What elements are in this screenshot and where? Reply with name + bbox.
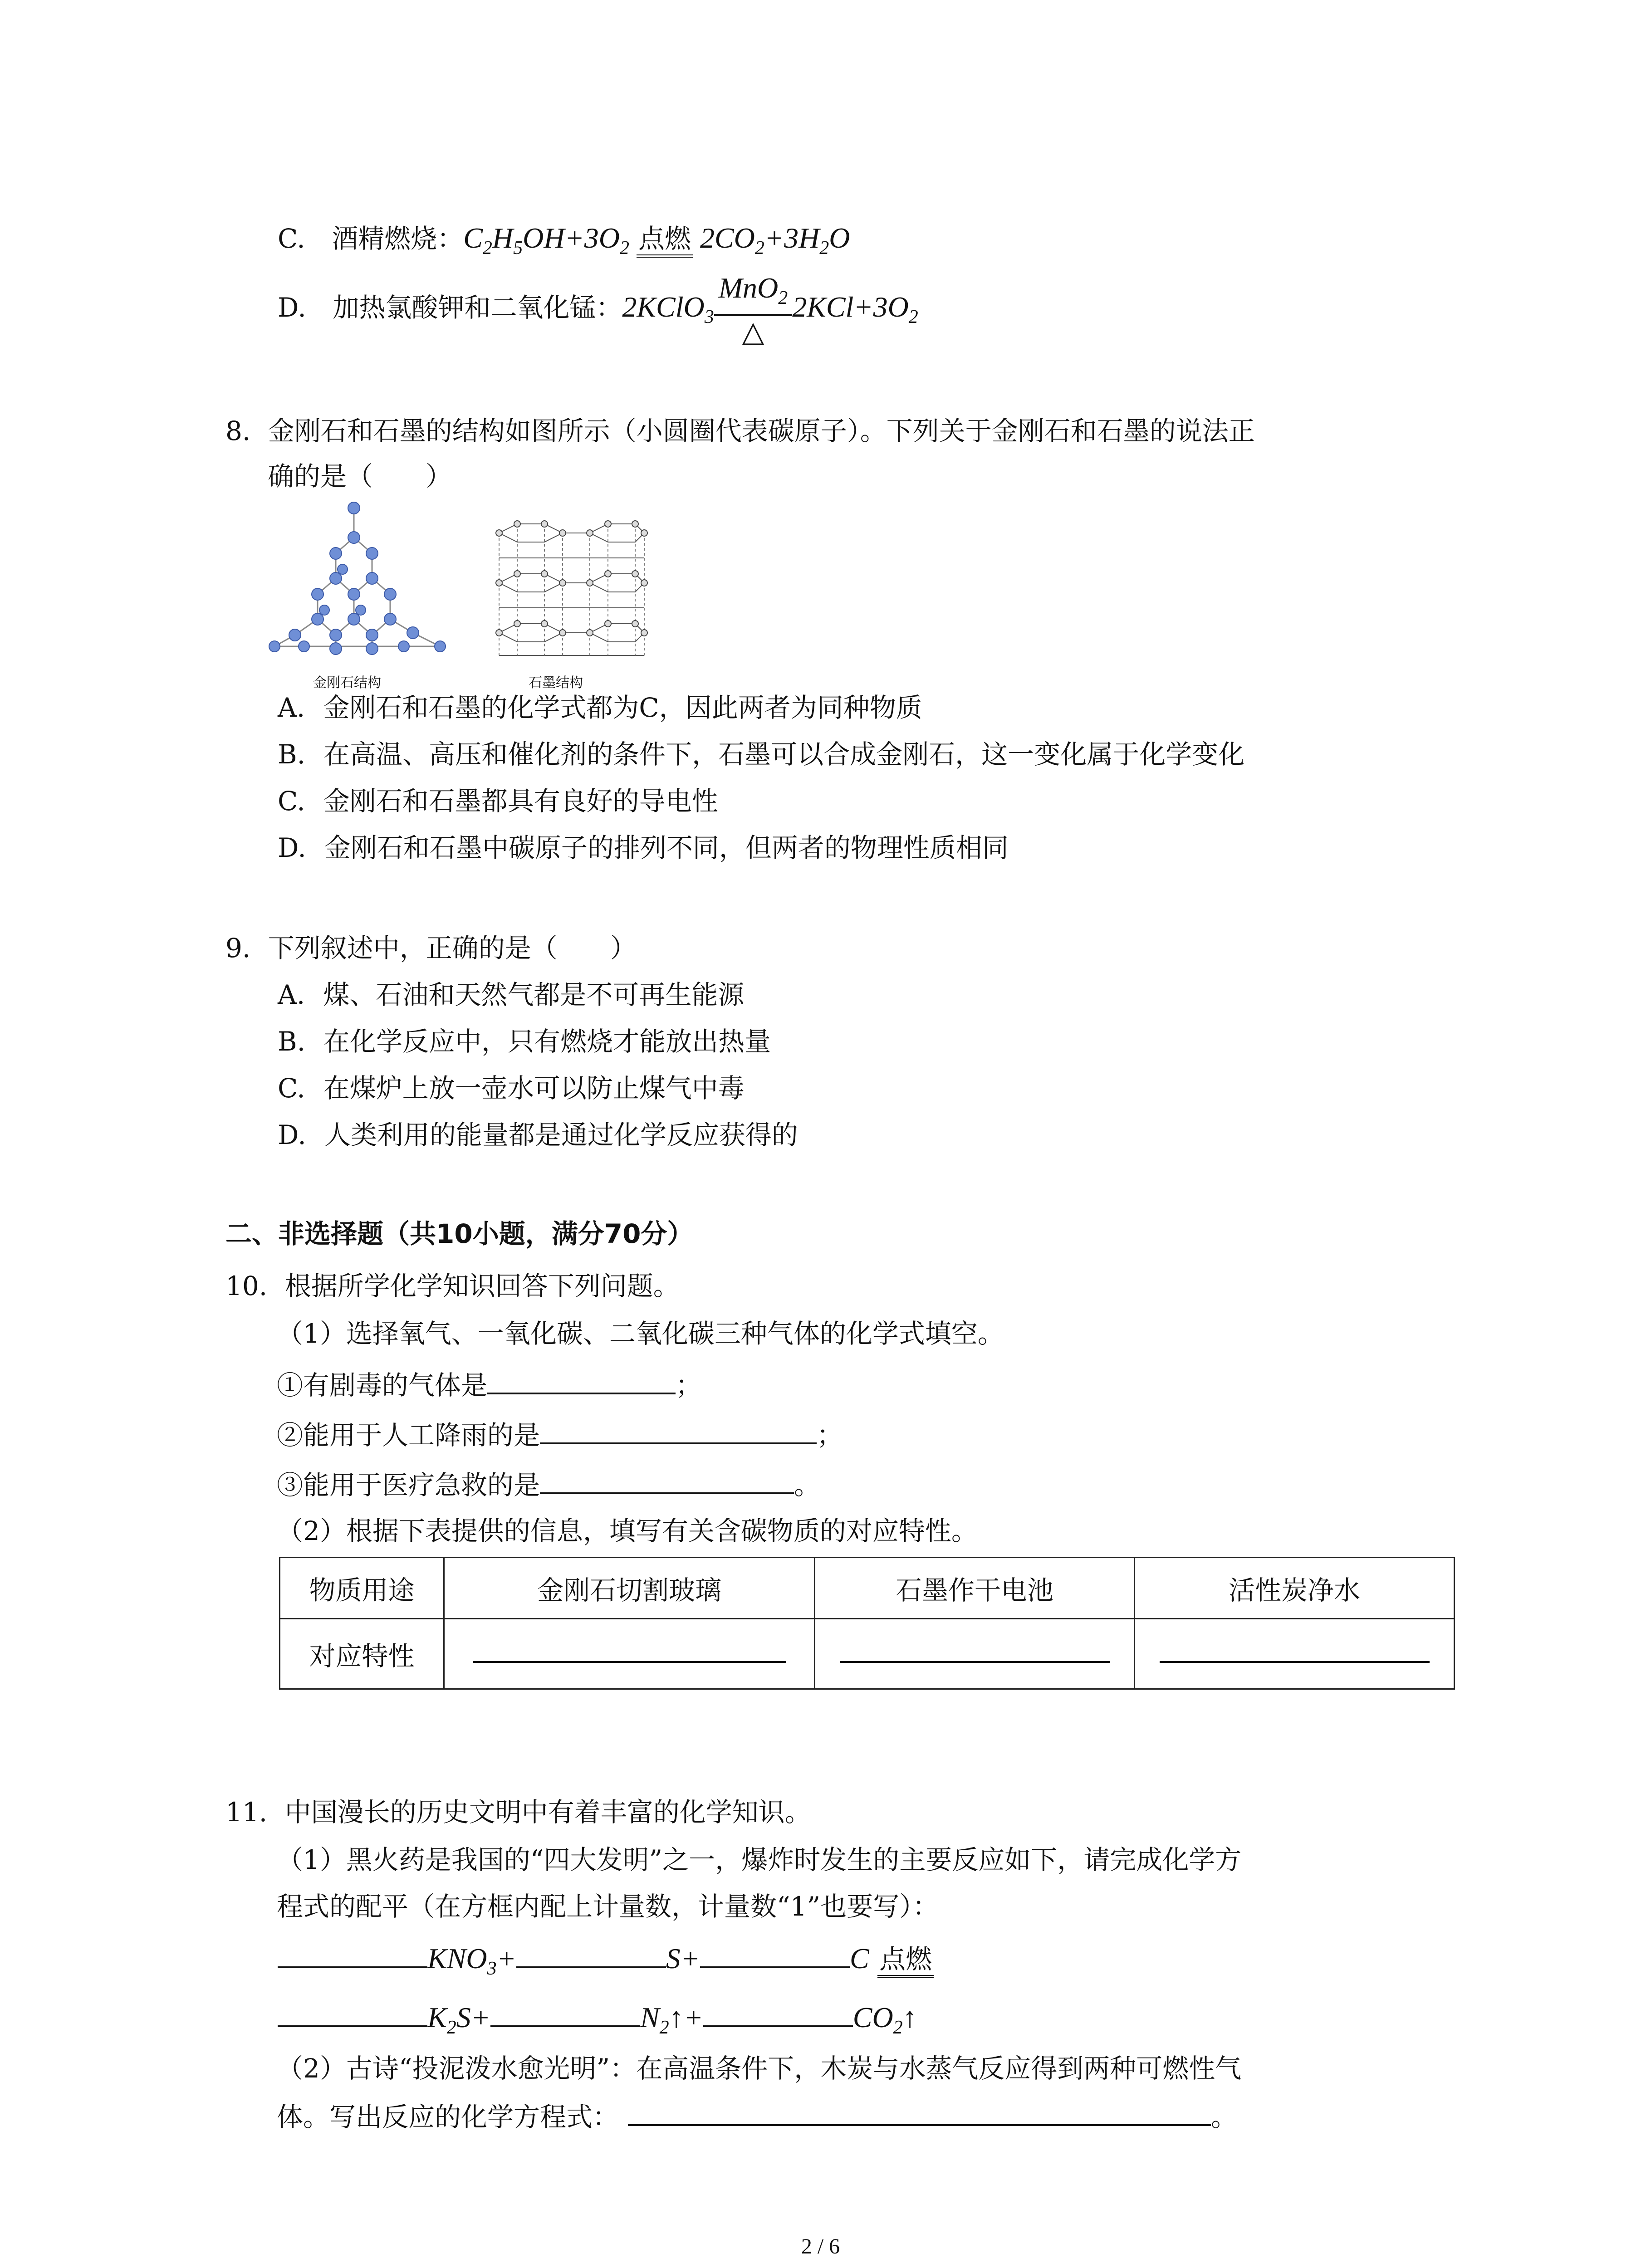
- reaction-condition: 点燃: [877, 1943, 934, 1978]
- answer-blank[interactable]: [1160, 1652, 1430, 1663]
- option-label: B.: [278, 1026, 306, 1057]
- q11-part2-line2: [277, 2097, 1237, 2135]
- item-text: ③能用于医疗急救的是: [277, 1470, 540, 1501]
- catalyst: MnO: [718, 272, 779, 304]
- table-header-cell: 石墨作干电池: [815, 1558, 1135, 1619]
- reaction-condition: 点燃: [637, 223, 693, 258]
- q9-option-a: [278, 977, 744, 1013]
- graphite-caption: 石墨结构: [529, 675, 583, 691]
- q7-option-d: [278, 272, 918, 351]
- option-text: 金刚石和石墨的化学式都为C，因此两者为同种物质: [323, 692, 922, 723]
- item-text: ②能用于人工降雨的是: [277, 1420, 540, 1451]
- section-title: 二、非选择题（共10小题，满分70分）: [225, 1218, 694, 1249]
- item-text: 体。写出反应的化学方程式：: [277, 2102, 619, 2132]
- reaction-condition-fraction: $\frac{MnO_2}{\triangle}$: [714, 272, 793, 348]
- question-text: 根据所学化学知识回答下列问题。: [284, 1271, 680, 1301]
- answer-blank[interactable]: [473, 1652, 786, 1663]
- diamond-caption: 金刚石结构: [313, 675, 381, 691]
- question-text: 下列叙述中，正确的是（ ）: [268, 933, 637, 963]
- q10-item2: [277, 1415, 843, 1453]
- option-label: A.: [278, 979, 305, 1010]
- option-text: 在高温、高压和催化剂的条件下，石墨可以合成金刚石，这一变化属于化学变化: [323, 739, 1245, 770]
- option-text: 在煤炉上放一壶水可以防止煤气中毒: [323, 1073, 745, 1104]
- formula-co2: $CO_2↑$: [852, 2001, 917, 2038]
- diamond-structure-figure: [268, 497, 467, 674]
- q7-option-c: [278, 220, 850, 266]
- q8-option-c: [278, 783, 718, 819]
- table-header-cell: 物质用途: [280, 1558, 444, 1619]
- q8-stem-line2: [268, 458, 452, 494]
- coefficient-blank[interactable]: [516, 1939, 666, 1968]
- punctuation: 。: [1211, 2102, 1238, 2132]
- option-label: C.: [278, 786, 305, 816]
- q10-item1: [277, 1365, 702, 1403]
- option-text: 加热氯酸钾和二氧化锰：: [333, 292, 622, 323]
- option-text: 在化学反应中，只有燃烧才能放出热量: [323, 1026, 771, 1057]
- question-text: 金刚石和石墨的结构如图所示（小圆圈代表碳原子）。下列关于金刚石和石墨的说法正: [268, 415, 1255, 446]
- answer-blank[interactable]: [628, 2097, 1211, 2126]
- q11-part1-line1: （1）黑火药是我国的“四大发明”之一，爆炸时发生的主要反应如下，请完成化学方: [277, 1844, 1242, 1875]
- option-label: D.: [278, 292, 306, 323]
- q9-stem: [225, 930, 637, 966]
- table-row: [280, 1619, 1455, 1689]
- formula-k2s: $K_2S+$: [427, 2001, 490, 2038]
- q9-option-d: [278, 1117, 798, 1153]
- formula-kno3: $KNO_3+$: [427, 1942, 516, 1979]
- q8-option-a: [278, 689, 922, 726]
- table-row: [280, 1558, 1455, 1619]
- option-label: C.: [278, 1073, 305, 1104]
- answer-blank[interactable]: [840, 1652, 1110, 1663]
- table-header-cell: 对应特性: [280, 1619, 444, 1689]
- q10-part1: （1）选择氧气、一氧化碳、二氧化碳三种气体的化学式填空。: [277, 1318, 1004, 1349]
- table-cell: [444, 1619, 815, 1689]
- question-text: 确的是（ ）: [268, 461, 452, 492]
- answer-blank[interactable]: [540, 1465, 794, 1494]
- coefficient-blank[interactable]: [700, 1939, 850, 1968]
- properties-table: [279, 1557, 1455, 1690]
- table-header-cell: 活性炭净水: [1135, 1558, 1455, 1619]
- q9-option-b: [278, 1023, 771, 1060]
- option-text: 人类利用的能量都是通过化学反应获得的: [324, 1119, 798, 1150]
- equation-c: $C_2H_5OH+3O_2$ 点燃 $2CO_2+3H_2O$: [463, 222, 850, 259]
- option-label: D.: [278, 832, 306, 863]
- option-text: 酒精燃烧：: [332, 223, 464, 254]
- option-label: B.: [278, 739, 306, 770]
- graphite-structure-figure: [490, 515, 653, 665]
- question-text: 中国漫长的历史文明中有着丰富的化学知识。: [284, 1797, 811, 1828]
- answer-blank[interactable]: [487, 1365, 676, 1394]
- option-label: A.: [278, 692, 305, 723]
- q10-part2: （2）根据下表提供的信息，填写有关含碳物质的对应特性。: [277, 1515, 978, 1546]
- question-number: 10.: [225, 1271, 268, 1301]
- q11-part1-line2: 程式的配平（在方框内配上计量数，计量数“1”也要写）：: [277, 1891, 939, 1922]
- item-text: ①有剧毒的气体是: [277, 1370, 488, 1401]
- coefficient-blank[interactable]: [490, 1998, 640, 2027]
- table-header-cell: 金刚石切割玻璃: [444, 1558, 815, 1619]
- formula-s: S+: [666, 1942, 700, 1975]
- option-label: D.: [278, 1119, 306, 1150]
- q8-option-d: [278, 830, 1009, 866]
- punctuation: ；: [817, 1420, 843, 1451]
- q9-option-c: [278, 1070, 745, 1106]
- q11-stem: [225, 1794, 811, 1830]
- answer-blank[interactable]: [540, 1415, 817, 1444]
- page-number: 2 / 6: [801, 2234, 840, 2258]
- q10-stem: [225, 1268, 680, 1304]
- q8-option-b: [278, 736, 1244, 772]
- question-number: 8.: [225, 415, 251, 446]
- equation-d: 2KClO$_3$ $\frac{MnO_2}{\triangle}$ $2KCl+3O_2$: [622, 272, 918, 348]
- coefficient-blank[interactable]: [703, 1998, 853, 2027]
- q10-item3: [277, 1465, 820, 1503]
- equation-line2: [278, 1998, 917, 2046]
- punctuation: 。: [794, 1470, 821, 1501]
- table-cell: [1135, 1619, 1455, 1689]
- coefficient-blank[interactable]: [278, 1998, 427, 2027]
- punctuation: ；: [676, 1370, 702, 1401]
- heat-symbol: △: [742, 315, 764, 348]
- coefficient-blank[interactable]: [278, 1939, 427, 1968]
- equation-line1: [278, 1939, 934, 1987]
- q11-part2-line1: （2）古诗“投泥泼水愈光明”：在高温条件下，木炭与水蒸气反应得到两种可燃性气: [277, 2053, 1242, 2084]
- table-cell: [815, 1619, 1135, 1689]
- formula-n2: $N_2↑+$: [640, 2001, 703, 2038]
- question-number: 11.: [225, 1797, 268, 1828]
- question-number: 9.: [225, 933, 251, 963]
- q8-stem-line1: [225, 413, 1255, 449]
- formula-c: C: [849, 1942, 869, 1975]
- option-text: 煤、石油和天然气都是不可再生能源: [323, 979, 745, 1010]
- option-text: 金刚石和石墨中碳原子的排列不同，但两者的物理性质相同: [324, 832, 1009, 863]
- option-label: C.: [278, 223, 305, 254]
- option-text: 金刚石和石墨都具有良好的导电性: [323, 786, 718, 816]
